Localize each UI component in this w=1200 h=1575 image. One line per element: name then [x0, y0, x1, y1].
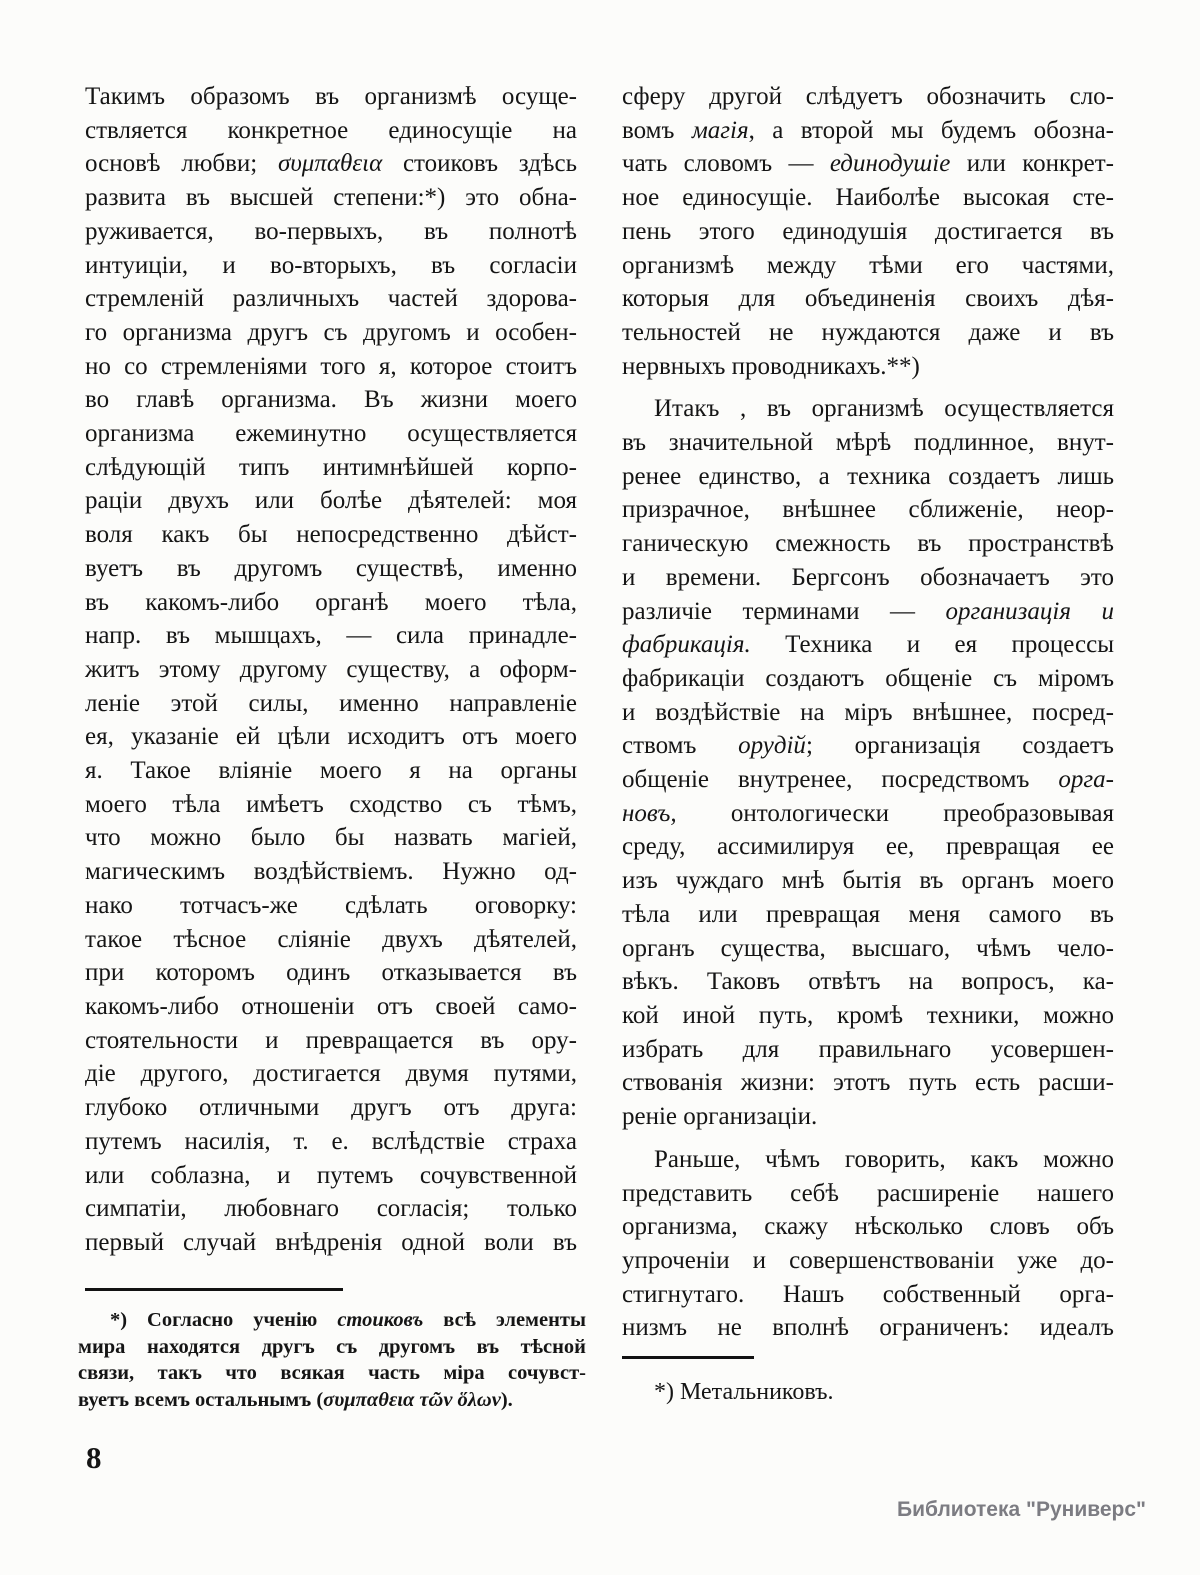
text-line: житъ этому другому существу, а оформ- [85, 655, 577, 683]
text-line: путемъ насилія, т. е. вслѣдствіе страха [85, 1127, 577, 1155]
text-line: такое тѣсное сліяніе двухъ дѣятелей, [85, 925, 577, 953]
text-line: *) Согласно ученію стоиковъ всѣ элементы [110, 1309, 586, 1331]
text-line: какомъ-либо отношеніи отъ своей само- [85, 992, 577, 1020]
right-column [622, 80, 1114, 1345]
text-line: мира находятся другъ съ другомъ въ тѣсной [78, 1335, 586, 1358]
text-line: и воздѣйствіе на міръ внѣшнее, посред- [622, 698, 1114, 726]
text-line: сферу другой слѣдуетъ обозначить сло- [622, 83, 1114, 110]
text-line: среду, ассимилируя ее, превращая ее [622, 833, 1114, 861]
text-line: воля какъ бы непосредственно дѣйст- [85, 521, 577, 549]
paragraph [622, 80, 1114, 383]
text-line: симпатіи, любовнаго согласія; только [85, 1195, 577, 1223]
text-line: чать словомъ — единодушіе или конкрет- [622, 150, 1115, 178]
text-line: руживается, во-первыхъ, въ полнотѣ [85, 217, 577, 245]
text-line: основѣ любви; συμπαθεια стоиковъ здѣсь [85, 150, 577, 178]
text-line: нако тотчасъ-же сдѣлать оговорку: [85, 891, 577, 919]
text-line: магическимъ воздѣйствіемъ. Нужно од- [85, 858, 577, 886]
paragraph [85, 80, 577, 1260]
text-line: развита въ высшей степени:*) это обна- [85, 184, 577, 212]
paragraph [78, 1307, 586, 1413]
text-line: стремленій различныхъ частей здорова- [85, 285, 577, 313]
page-number: 8 [86, 1440, 102, 1475]
text-line: что можно было бы назвать магіей, [85, 824, 577, 852]
text-line: леніе этой силы, именно направленіе [85, 689, 577, 717]
left-footnote-text [78, 1307, 586, 1413]
text-line: органъ существа, высшаго, чѣмъ чело- [622, 934, 1114, 962]
text-line: фабрикаціи создаютъ общеніе съ міромъ [622, 664, 1114, 692]
text-line: первый случай внѣдренія одной воли въ [85, 1228, 577, 1256]
text-line: глубоко отличными другъ отъ друга: [85, 1094, 577, 1122]
paragraph [622, 1143, 1114, 1345]
text-line: тѣла или превращая меня самого въ [622, 900, 1114, 928]
text-line: которыя для объединенія своихъ дѣя- [622, 285, 1114, 313]
text-line: діе другого, достигается двумя путями, [85, 1060, 577, 1088]
text-line: организмѣ между тѣми его частями, [622, 251, 1114, 279]
text-line: но со стремленіями того я, которое стоитъ [85, 352, 577, 380]
text-line: стоятельности и превращается въ ору- [85, 1026, 577, 1054]
text-line: вуетъ всемъ остальнымъ (συμπαθεια τῶν ὅλων). [78, 1388, 513, 1411]
text-line: пень этого единодушія достигается въ [622, 217, 1114, 245]
text-line: во главѣ организма. Въ жизни моего [85, 386, 577, 414]
text-line: изъ чуждаго мнѣ бытія въ органъ моего [622, 867, 1114, 895]
text-line: слѣдующій типъ интимнѣйшей корпо- [85, 453, 577, 481]
right-footnote-text [622, 1377, 1114, 1407]
text-line: различіе терминами — организація и [622, 597, 1114, 625]
right-footnote [622, 1356, 1114, 1407]
text-line: кой иной путь, кромѣ техники, можно [622, 1001, 1114, 1029]
text-line: низмъ не вполнѣ ограниченъ: идеалъ [622, 1314, 1114, 1342]
text-line: го организма другъ съ другомъ и особен- [85, 318, 577, 346]
text-line: реніе организаціи. [622, 1103, 818, 1131]
text-line: призрачное, внѣшнее сближеніе, неор- [622, 496, 1114, 524]
text-line: избрать для правильнаго усовершен- [622, 1035, 1114, 1063]
text-line: организма ежеминутно осуществляется [85, 420, 577, 448]
text-line: общеніе внутренее, посредствомъ орга- [622, 766, 1114, 794]
text-line: представить себѣ расширеніе нашего [622, 1179, 1114, 1207]
text-line: ренее единство, а техника создаетъ лишь [622, 462, 1114, 490]
text-line: связи, такъ что всякая часть міра сочувст- [78, 1362, 586, 1384]
text-line: въ значительной мѣрѣ подлинное, внут- [622, 429, 1114, 457]
text-line: упроченіи и совершенствованіи уже до- [622, 1246, 1114, 1274]
text-line: новъ, онтологически преобразовывая [622, 799, 1114, 827]
text-line: раціи двухъ или болѣе дѣятелей: моя [85, 487, 577, 515]
text-line: въ какомъ-либо органѣ моего тѣла, [85, 588, 577, 616]
text-line: Итакъ , въ организмѣ осуществляется [654, 395, 1114, 423]
text-line: напр. въ мышцахъ, — сила принадле- [85, 622, 577, 650]
text-line: вомъ магія, а второй мы будемъ обозна- [622, 116, 1114, 144]
text-line: ствованія жизни: этотъ путь есть расши- [622, 1069, 1114, 1097]
text-line: я. Такое вліяніе моего я на органы [85, 757, 577, 785]
left-column [85, 80, 577, 1260]
text-line: Раньше, чѣмъ говорить, какъ можно [654, 1145, 1114, 1173]
left-footnote [78, 1288, 586, 1413]
text-line: или соблазна, и путемъ сочувственной [85, 1161, 577, 1189]
text-line: *) Метальниковъ. [654, 1379, 834, 1405]
text-line: ное единосущіе. Наиболѣе высокая сте- [622, 184, 1114, 212]
text-line: ея, указаніе ей цѣли исходитъ отъ моего [85, 723, 577, 751]
footnote-divider [622, 1356, 754, 1359]
text-line: интуиціи, и во-вторыхъ, въ согласіи [85, 251, 577, 279]
text-line: нервныхъ проводникахъ.**) [622, 352, 920, 380]
text-line: при которомъ одинъ отказывается въ [85, 959, 577, 987]
text-line: ганическую смежность въ пространствѣ [622, 530, 1114, 558]
paragraph [622, 1377, 1114, 1407]
text-line: и времени. Бергсонъ обозначаетъ это [622, 563, 1114, 591]
footnote-divider [85, 1288, 343, 1291]
text-line: фабрикація. Техника и ея процессы [622, 631, 1114, 659]
text-line: стигнутаго. Нашъ собственный орга- [622, 1280, 1114, 1308]
paragraph [622, 392, 1114, 1133]
text-line: вуетъ въ другомъ существѣ, именно [85, 554, 577, 582]
text-line: организма, скажу нѣсколько словъ объ [622, 1213, 1114, 1241]
text-line: тельностей не нуждаются даже и въ [622, 318, 1114, 346]
text-line: моего тѣла имѣетъ сходство съ тѣмъ, [85, 790, 577, 818]
text-line: ствомъ орудій; организація создаетъ [622, 732, 1114, 760]
text-line: вѣкъ. Таковъ отвѣтъ на вопросъ, ка- [622, 968, 1114, 996]
text-line: Такимъ образомъ въ организмѣ осуще- [85, 83, 577, 110]
text-line: ствляется конкретное единосущіе на [85, 116, 577, 144]
watermark: Библиотека "Руниверс" [897, 1498, 1147, 1521]
